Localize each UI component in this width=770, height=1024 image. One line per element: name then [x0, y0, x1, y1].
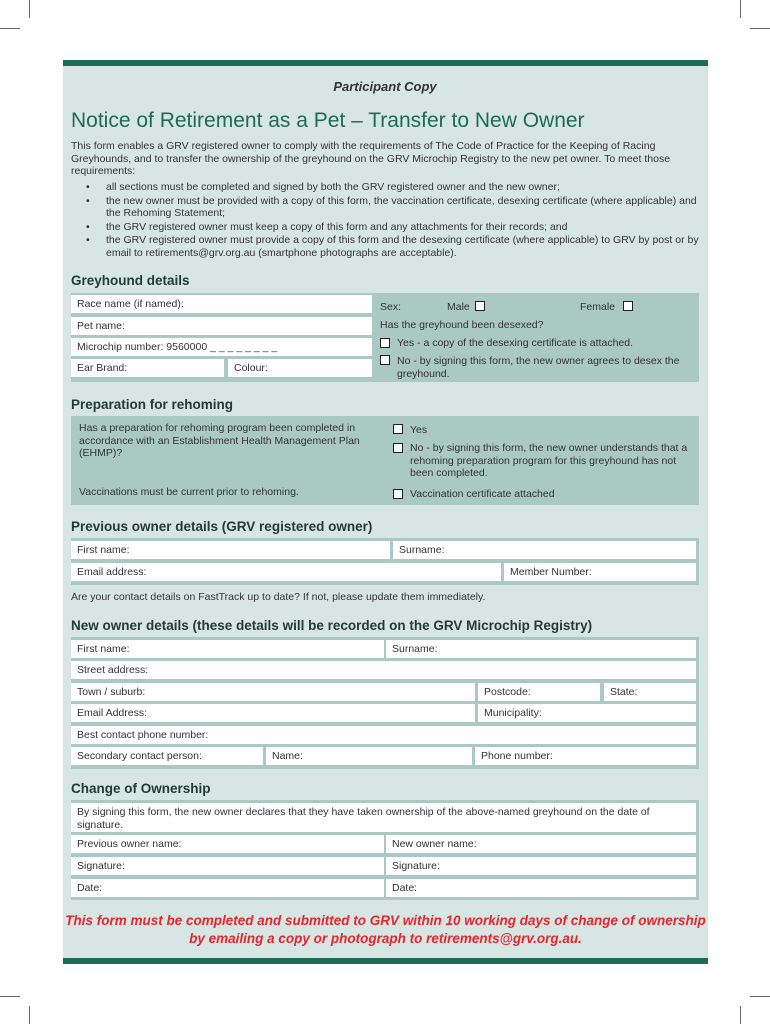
new-surname-field[interactable]	[386, 640, 696, 658]
new-date-label: Date:	[392, 882, 418, 894]
crop-mark	[750, 28, 770, 29]
new-surname-label: Surname:	[392, 643, 438, 655]
female-checkbox[interactable]	[623, 301, 633, 311]
crop-mark	[29, 1006, 30, 1024]
new-date-field[interactable]	[386, 879, 696, 897]
form-title: Notice of Retirement as a Pet – Transfer to New Owner	[71, 109, 585, 132]
rehoming-no-checkbox[interactable]	[393, 443, 403, 453]
female-label: Female	[580, 301, 616, 313]
crop-mark	[740, 1006, 741, 1024]
prev-first-name-label: First name:	[77, 544, 130, 556]
prev-date-field[interactable]	[71, 879, 384, 897]
desexed-no-checkbox[interactable]	[380, 355, 390, 365]
postcode-label: Postcode:	[484, 686, 531, 698]
greyhound-heading: Greyhound details	[71, 273, 190, 288]
intro-text: This form enables a GRV registered owner to comply with the requirements of The Code of Practice for the Keeping of Racing Greyhounds, and to transfer the ownership of the greyhound on the GRV Microchip Registry to the new pet owner. To meet those requirements:	[71, 140, 671, 177]
municipality-field[interactable]	[478, 704, 696, 722]
ear-brand-field[interactable]	[71, 359, 224, 377]
new-owner-name-field[interactable]	[386, 835, 696, 853]
requirement-item: • the new owner must be provided with a copy of this form, the vaccination certificate, desexing certificate (where applicable) and the Rehoming Statement;	[82, 195, 702, 220]
new-first-name-label: First name:	[77, 643, 130, 655]
new-owner-name-label: New owner name:	[392, 838, 477, 850]
prev-owner-name-label: Previous owner name:	[77, 838, 182, 850]
change-heading: Change of Ownership	[71, 781, 211, 796]
prev-owner-name-field[interactable]	[71, 835, 384, 853]
declaration-box	[71, 803, 696, 832]
previous-owner-heading: Previous owner details (GRV registered owner)	[71, 519, 373, 534]
requirement-item: • the GRV registered owner must provide a copy of this form and the desexing certificate (where applicable) to GRV by post or by email to retirements@grv.org.au (smartphone photographs are acceptable).	[82, 234, 702, 259]
rehoming-no-label: No - by signing this form, the new owner understands that a rehoming preparation program for this greyhound has not been completed.	[410, 442, 688, 479]
prev-signature-field[interactable]	[71, 857, 384, 875]
prev-surname-label: Surname:	[399, 544, 445, 556]
microchip-field[interactable]	[71, 338, 372, 356]
vaccination-checkbox[interactable]	[393, 489, 403, 499]
secondary-phone-field[interactable]	[475, 747, 696, 765]
municipality-label: Municipality:	[484, 707, 542, 719]
ear-brand-label: Ear Brand:	[77, 362, 128, 374]
prev-email-label: Email address:	[77, 566, 147, 578]
male-label: Male	[447, 301, 470, 313]
secondary-name-field[interactable]	[266, 747, 472, 765]
requirement-item: • all sections must be completed and signed by both the GRV registered owner and the new owner;	[82, 181, 702, 194]
state-field[interactable]	[604, 683, 696, 701]
crop-mark	[750, 996, 770, 997]
fasttrack-note: Are your contact details on FastTrack up to date? If not, please update them immediately.	[71, 591, 486, 603]
crop-mark	[29, 0, 30, 18]
town-label: Town / suburb:	[77, 686, 146, 698]
street-address-label: Street address:	[77, 664, 149, 676]
member-number-field[interactable]	[504, 563, 696, 581]
prev-first-name-field[interactable]	[71, 541, 390, 559]
submission-notice: This form must be completed and submitted to GRV within 10 working days of change of ownership by emailing a copy or photograph to retirements@grv.org.au.	[65, 913, 706, 946]
town-field[interactable]	[71, 683, 475, 701]
best-phone-field[interactable]	[71, 726, 696, 744]
desexed-yes-checkbox[interactable]	[380, 338, 390, 348]
best-phone-label: Best contact phone number:	[77, 729, 209, 741]
new-signature-field[interactable]	[386, 857, 696, 875]
new-owner-heading: New owner details (these details will be recorded on the GRV Microchip Registry)	[71, 618, 593, 633]
state-label: State:	[610, 686, 638, 698]
rehoming-yes-label: Yes	[410, 424, 428, 436]
male-checkbox[interactable]	[475, 301, 485, 311]
desexed-yes-label: Yes - a copy of the desexing certificate is attached.	[397, 337, 633, 349]
pet-name-label: Pet name:	[77, 320, 125, 332]
rehoming-question: Has a preparation for rehoming program been completed in accordance with an Establishment Health Management Plan (EHMP)?	[79, 422, 360, 459]
rehoming-yes-checkbox[interactable]	[393, 424, 403, 434]
desexed-question: Has the greyhound been desexed?	[380, 319, 544, 331]
declaration-text: By signing this form, the new owner declares that they have taken ownership of the above-named greyhound on the date of signature.	[77, 806, 650, 831]
crop-mark	[0, 996, 20, 997]
prev-surname-field[interactable]	[393, 541, 696, 559]
pet-name-field[interactable]	[71, 317, 372, 335]
new-email-label: Email Address:	[77, 707, 148, 719]
street-address-field[interactable]	[71, 661, 696, 679]
prev-date-label: Date:	[77, 882, 103, 894]
crop-mark	[740, 0, 741, 18]
new-email-field[interactable]	[71, 704, 475, 722]
secondary-contact-field[interactable]	[71, 747, 263, 765]
vaccination-note: Vaccinations must be current prior to rehoming.	[79, 486, 299, 498]
crop-mark	[0, 28, 20, 29]
secondary-phone-label: Phone number:	[481, 750, 553, 762]
rehoming-heading: Preparation for rehoming	[71, 397, 234, 412]
microchip-label: Microchip number: 9560000 _ _ _ _ _ _ _ _	[77, 341, 278, 353]
participant-copy-label: Participant Copy	[333, 79, 437, 94]
prev-email-field[interactable]	[71, 563, 501, 581]
new-first-name-field[interactable]	[71, 640, 384, 658]
colour-field[interactable]	[228, 359, 372, 377]
desexed-no-label: No - by signing this form, the new owner agrees to desex the greyhound.	[397, 355, 680, 380]
new-signature-label: Signature:	[392, 860, 440, 872]
prev-signature-label: Signature:	[77, 860, 125, 872]
top-rule	[63, 60, 708, 66]
bottom-rule	[63, 958, 708, 964]
race-name-label: Race name (if named):	[77, 298, 184, 310]
secondary-contact-label: Secondary contact person:	[77, 750, 202, 762]
vaccination-label: Vaccination certificate attached	[410, 488, 555, 500]
secondary-name-label: Name:	[272, 750, 303, 762]
postcode-field[interactable]	[478, 683, 600, 701]
member-number-label: Member Number:	[510, 566, 592, 578]
sex-label: Sex:	[380, 301, 402, 313]
requirements-list	[82, 181, 702, 260]
requirement-item: • the GRV registered owner must keep a copy of this form and any attachments for their records; and	[82, 221, 702, 234]
race-name-field[interactable]	[71, 295, 372, 313]
colour-label: Colour:	[234, 362, 268, 374]
